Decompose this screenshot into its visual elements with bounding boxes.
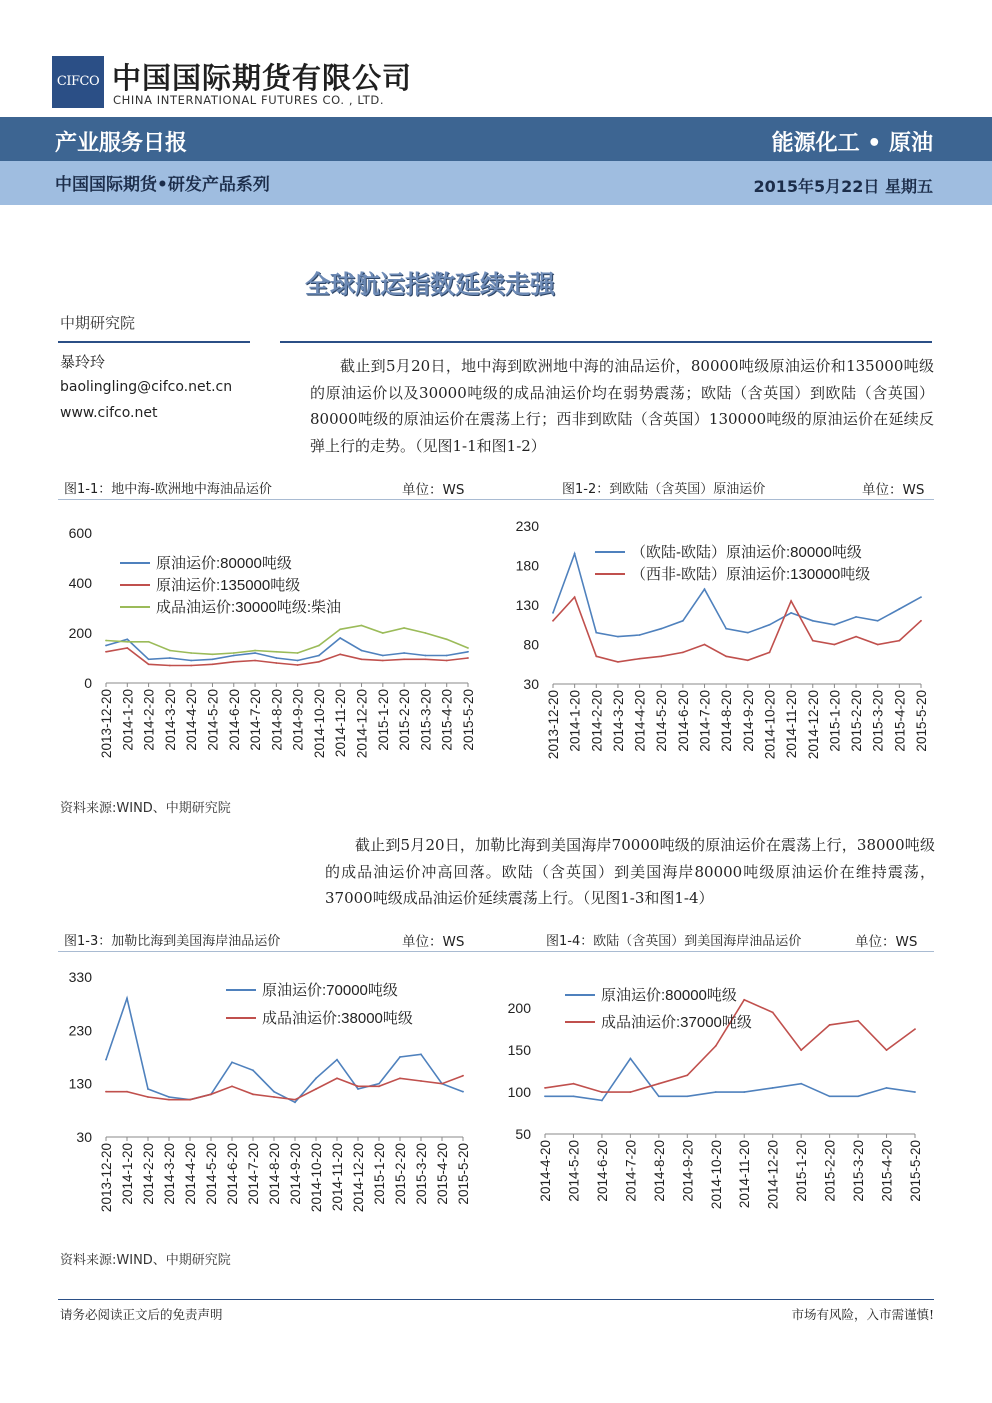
x-tick-label: 2015-2-20 [822, 1140, 838, 1202]
x-tick-label: 2015-2-20 [849, 690, 865, 752]
data-point [660, 655, 662, 657]
x-tick-label: 2014-7-20 [248, 689, 264, 751]
x-tick-label: 2014-6-20 [675, 690, 691, 752]
data-point [275, 662, 277, 664]
data-point [212, 653, 214, 655]
x-tick-label: 2014-8-20 [719, 690, 735, 752]
data-point [800, 1083, 802, 1085]
x-tick-label: 2014-9-20 [290, 689, 306, 751]
x-tick-label: 2015-4-20 [435, 1143, 450, 1205]
data-point [829, 1095, 831, 1097]
data-point [190, 665, 192, 667]
x-tick-label: 2014-6-20 [226, 689, 242, 751]
data-point [920, 620, 922, 622]
data-point [790, 600, 792, 602]
data-point [552, 620, 554, 622]
data-point [595, 632, 597, 634]
institute-name: 中期研究院 [60, 314, 136, 332]
y-tick-label: 230 [68, 1022, 92, 1039]
data-point [639, 658, 641, 660]
data-point [914, 1091, 916, 1093]
data-point [147, 1088, 149, 1090]
data-point [210, 1093, 212, 1095]
data-point [725, 655, 727, 657]
data-point [382, 660, 384, 662]
data-point [254, 660, 256, 662]
figure-1-caption: 图1-1：地中海-欧洲地中海油品运价 [64, 482, 272, 497]
x-tick-label: 2014-7-20 [246, 1143, 261, 1205]
data-point [877, 644, 879, 646]
chart-figure-1 [58, 515, 483, 790]
footer-risk-note: 市场有风险，入市需谨慎! [791, 1307, 934, 1322]
data-point [361, 650, 363, 652]
chart-figure-3 [58, 965, 483, 1225]
data-point [446, 655, 448, 657]
y-tick-label: 30 [523, 676, 539, 692]
x-tick-label: 2014-2-20 [141, 689, 157, 751]
x-tick-label: 2014-10-20 [762, 690, 778, 760]
legend-label-3: 成品油运价:30000吨级:柴油 [156, 599, 342, 616]
x-tick-label: 2014-11-20 [784, 690, 800, 759]
data-point [318, 655, 320, 657]
data-point [544, 1095, 546, 1097]
footer-divider [58, 1299, 934, 1300]
data-point [857, 1020, 859, 1022]
x-tick-label: 2014-3-20 [162, 1143, 177, 1205]
y-tick-label: 230 [515, 518, 539, 534]
x-tick-label: 2014-4-20 [632, 690, 648, 752]
data-point [617, 661, 619, 663]
x-tick-label: 2013-12-20 [99, 689, 114, 759]
data-point [189, 1099, 191, 1101]
figure-1-unit: 单位：WS [402, 482, 465, 498]
x-tick-label: 2014-11-20 [330, 1143, 345, 1212]
data-point [704, 588, 706, 590]
x-tick-label: 2014-9-20 [680, 1140, 696, 1202]
x-tick-label: 2015-1-20 [794, 1140, 810, 1202]
source-note-2: 资料来源:WIND、中期研究院 [60, 1253, 231, 1268]
data-point [168, 1099, 170, 1101]
data-point [462, 1075, 464, 1077]
y-tick-label: 600 [68, 525, 92, 541]
figure-2-caption: 图1-2：到欧陆（含英国）原油运价 [562, 482, 766, 497]
y-tick-label: 400 [68, 575, 92, 591]
data-point [812, 640, 814, 642]
data-point [425, 658, 427, 660]
company-name-cn: 中国国际期货有限公司 [112, 61, 413, 95]
data-point [658, 1083, 660, 1085]
data-point [660, 628, 662, 630]
data-point [682, 620, 684, 622]
data-point [231, 1061, 233, 1063]
data-point [462, 1091, 464, 1093]
data-point [212, 658, 214, 660]
figure-3-caption: 图1-3：加勒比海到美国海岸油品运价 [64, 934, 281, 949]
legend-label-2: 原油运价:135000吨级 [156, 577, 301, 594]
data-point [446, 660, 448, 662]
data-point [105, 1059, 107, 1061]
data-point [920, 596, 922, 598]
data-point [105, 651, 107, 653]
data-point [105, 1091, 107, 1093]
y-tick-label: 200 [68, 625, 92, 641]
caption-underline-2 [58, 951, 934, 952]
y-tick-label: 50 [515, 1126, 531, 1142]
caption-underline-1 [58, 499, 934, 500]
data-point [573, 1083, 575, 1085]
legend-label-1: 原油运价:80000吨级 [601, 987, 737, 1004]
data-point [601, 1100, 603, 1102]
series-line-1 [106, 638, 468, 661]
data-point [403, 627, 405, 629]
data-point [148, 658, 150, 660]
paragraph-1: 截止到5月20日，地中海到欧洲地中海的油品运价，80000吨级原油运价和135000吨级的原油运价以及30000吨级的成品油运价均在弱势震荡；欧陆（含英国）到欧陆（含英国）80000吨级的原油运价在震荡上行；西非到欧陆（含英国）130000吨级的原油运价在延续反弹上行的走势。（见图1-1和图1-2） [310, 357, 934, 455]
data-point [686, 1074, 688, 1076]
x-tick-label: 2014-3-20 [610, 690, 626, 752]
x-tick-label: 2014-6-20 [594, 1140, 610, 1202]
data-point [800, 1049, 802, 1051]
data-point [441, 1083, 443, 1085]
data-point [315, 1088, 317, 1090]
data-point [275, 657, 277, 659]
x-tick-label: 2013-12-20 [99, 1143, 114, 1213]
series-line-1 [545, 1059, 915, 1101]
data-point [126, 638, 128, 640]
data-point [420, 1053, 422, 1055]
data-point [467, 647, 469, 649]
x-tick-label: 2015-4-20 [879, 1140, 895, 1202]
data-point [297, 652, 299, 654]
data-point [467, 651, 469, 653]
x-tick-label: 2014-1-20 [120, 1143, 135, 1205]
y-tick-label: 0 [84, 675, 92, 691]
data-point [212, 663, 214, 665]
x-tick-label: 2014-7-20 [623, 1140, 639, 1202]
figure-4-caption: 图1-4：欧陆（含英国）到美国海岸油品运价 [546, 934, 802, 949]
data-point [294, 1101, 296, 1103]
data-point [629, 1058, 631, 1060]
data-point [829, 1024, 831, 1026]
data-point [190, 652, 192, 654]
data-point [169, 665, 171, 667]
y-tick-label: 130 [515, 597, 539, 613]
data-point [105, 640, 107, 642]
data-point [629, 1091, 631, 1093]
right-divider [280, 341, 932, 343]
x-tick-label: 2014-12-20 [765, 1140, 781, 1210]
data-point [318, 645, 320, 647]
data-point [574, 553, 576, 555]
article-title: 全球航运指数延续走强 [304, 270, 555, 299]
data-point [772, 1011, 774, 1013]
y-tick-label: 180 [515, 557, 539, 574]
y-tick-label: 80 [523, 636, 539, 653]
data-point [382, 655, 384, 657]
data-point [315, 1077, 317, 1079]
x-tick-label: 2014-5-20 [566, 1140, 582, 1202]
data-point [378, 1083, 380, 1085]
data-point [273, 1091, 275, 1093]
figure-3-unit: 单位：WS [402, 934, 465, 950]
x-tick-label: 2015-5-20 [914, 690, 929, 752]
data-point [601, 1091, 603, 1093]
data-point [339, 653, 341, 655]
data-point [382, 632, 384, 634]
x-tick-label: 2014-6-20 [225, 1143, 240, 1205]
data-point [877, 620, 879, 622]
x-tick-label: 2015-4-20 [439, 689, 455, 751]
x-tick-label: 2015-1-20 [375, 689, 391, 751]
series-line-3 [106, 626, 468, 655]
data-point [254, 650, 256, 652]
data-point [769, 652, 771, 654]
x-tick-label: 2014-4-20 [538, 1140, 553, 1202]
data-point [378, 1085, 380, 1087]
x-tick-label: 2014-4-20 [184, 689, 200, 751]
data-point [812, 620, 814, 622]
data-point [552, 612, 554, 614]
data-point [361, 658, 363, 660]
data-point [361, 625, 363, 627]
report-date: 2015年5月22日 星期五 [753, 177, 933, 196]
data-point [403, 652, 405, 654]
data-point [425, 632, 427, 634]
data-point [574, 596, 576, 598]
data-point [769, 624, 771, 626]
data-point [336, 1077, 338, 1079]
x-tick-label: 2013-12-20 [546, 690, 561, 760]
figure-4-unit: 单位：WS [855, 934, 918, 950]
author-name: 暴玲玲 [60, 353, 106, 371]
data-point [126, 647, 128, 649]
x-tick-label: 2015-5-20 [461, 689, 476, 751]
data-point [747, 659, 749, 661]
data-point [898, 640, 900, 642]
data-point [715, 1091, 717, 1093]
data-point [573, 1095, 575, 1097]
data-point [772, 1087, 774, 1089]
paragraph-2: 截止到5月20日，加勒比海到美国海岸70000吨级的原油运价在震荡上行，38000吨级的成品油运价冲高回落。欧陆（含英国）到美国海岸80000吨级原油运价在维持震荡，37000吨级成品油运价延续震荡上行。（见图1-3和图1-4） [325, 836, 935, 907]
data-point [595, 655, 597, 657]
x-tick-label: 2014-10-20 [311, 689, 327, 759]
footer-disclaimer-link[interactable]: 请务必阅读正文后的免责声明 [60, 1307, 223, 1322]
y-tick-label: 200 [507, 1000, 531, 1017]
x-tick-label: 2015-5-20 [456, 1143, 471, 1205]
data-point [252, 1093, 254, 1095]
data-point [743, 1091, 745, 1093]
company-website[interactable]: www.cifco.net [60, 405, 158, 421]
data-point [126, 641, 128, 643]
data-point [743, 999, 745, 1001]
x-tick-label: 2015-2-20 [397, 689, 413, 751]
report-series: 中国国际期货•研发产品系列 [55, 175, 270, 195]
data-point [336, 1059, 338, 1061]
data-point [790, 612, 792, 614]
x-tick-label: 2014-11-20 [737, 1140, 753, 1209]
data-point [834, 624, 836, 626]
report-name: 产业服务日报 [55, 131, 188, 156]
data-point [617, 636, 619, 638]
x-tick-label: 2014-2-20 [589, 690, 605, 752]
x-tick-label: 2014-1-20 [120, 689, 136, 751]
data-point [425, 655, 427, 657]
data-point [294, 1099, 296, 1101]
data-point [403, 658, 405, 660]
legend-label-2: （西非-欧陆）原油运价:130000吨级 [631, 566, 871, 583]
data-point [715, 1045, 717, 1047]
data-point [834, 644, 836, 646]
series-line-2 [553, 597, 921, 662]
legend-label-1: （欧陆-欧陆）原油运价:80000吨级 [631, 544, 862, 561]
data-point [233, 661, 235, 663]
data-point [147, 1096, 149, 1098]
legend-label-2: 成品油运价:38000吨级 [262, 1010, 413, 1027]
x-tick-label: 2015-3-20 [851, 1140, 867, 1202]
x-tick-label: 2014-3-20 [162, 689, 178, 751]
series-line-2 [106, 1076, 463, 1100]
x-tick-label: 2014-9-20 [288, 1143, 303, 1205]
x-tick-label: 2014-1-20 [567, 690, 583, 752]
data-point [357, 1085, 359, 1087]
data-point [105, 645, 107, 647]
x-tick-label: 2015-3-20 [418, 689, 434, 751]
data-point [231, 1085, 233, 1087]
data-point [399, 1077, 401, 1079]
data-point [898, 608, 900, 610]
data-point [126, 1091, 128, 1093]
data-point [446, 638, 448, 640]
data-point [254, 652, 256, 654]
x-tick-label: 2014-10-20 [309, 1143, 324, 1213]
legend-label-1: 原油运价:70000吨级 [262, 982, 398, 999]
data-point [725, 628, 727, 630]
data-point [148, 641, 150, 643]
x-tick-label: 2015-2-20 [393, 1143, 408, 1205]
data-point [169, 650, 171, 652]
source-note-1: 资料来源:WIND、中期研究院 [60, 801, 231, 816]
x-tick-label: 2015-3-20 [414, 1143, 429, 1205]
data-point [855, 616, 857, 618]
series-line-2 [106, 648, 468, 666]
data-point [297, 664, 299, 666]
y-tick-label: 330 [68, 969, 92, 985]
data-point [357, 1088, 359, 1090]
x-tick-label: 2014-5-20 [654, 690, 670, 752]
report-sector: 能源化工 • 原油 [771, 131, 933, 156]
data-point [169, 657, 171, 659]
data-point [148, 663, 150, 665]
data-point [639, 634, 641, 636]
x-tick-label: 2014-4-20 [183, 1143, 198, 1205]
data-point [126, 997, 128, 999]
legend-label-2: 成品油运价:37000吨级 [601, 1014, 752, 1031]
data-point [544, 1087, 546, 1089]
data-point [190, 660, 192, 662]
data-point [233, 652, 235, 654]
x-tick-label: 2015-4-20 [892, 690, 908, 752]
data-point [168, 1096, 170, 1098]
left-divider [58, 341, 250, 343]
x-tick-label: 2014-2-20 [141, 1143, 156, 1205]
data-point [297, 660, 299, 662]
x-tick-label: 2014-5-20 [204, 1143, 219, 1205]
data-point [886, 1087, 888, 1089]
chart-figure-2 [505, 512, 935, 790]
x-tick-label: 2014-12-20 [351, 1143, 366, 1213]
x-tick-label: 2015-1-20 [827, 690, 843, 752]
data-point [339, 637, 341, 639]
x-tick-label: 2014-11-20 [333, 689, 349, 758]
company-logo: CIFCO [52, 56, 104, 108]
data-point [273, 1096, 275, 1098]
x-tick-label: 2015-3-20 [870, 690, 886, 752]
x-tick-label: 2015-1-20 [372, 1143, 387, 1205]
x-tick-label: 2014-12-20 [354, 689, 370, 759]
data-point [747, 632, 749, 634]
data-point [686, 1095, 688, 1097]
data-point [318, 661, 320, 663]
y-tick-label: 100 [507, 1084, 531, 1101]
data-point [886, 1049, 888, 1051]
data-point [420, 1080, 422, 1082]
figure-2-unit: 单位：WS [862, 482, 925, 498]
company-name-en: CHINA INTERNATIONAL FUTURES CO. , LTD. [113, 93, 385, 107]
data-point [914, 1028, 916, 1030]
x-tick-label: 2014-5-20 [205, 689, 221, 751]
author-email[interactable]: baolingling@cifco.net.cn [60, 379, 233, 395]
data-point [252, 1069, 254, 1071]
x-tick-label: 2014-12-20 [805, 690, 821, 760]
x-tick-label: 2014-7-20 [697, 690, 713, 752]
x-tick-label: 2014-9-20 [740, 690, 756, 752]
y-tick-label: 130 [68, 1075, 92, 1092]
data-point [658, 1095, 660, 1097]
data-point [682, 652, 684, 654]
data-point [233, 655, 235, 657]
x-tick-label: 2014-8-20 [269, 689, 285, 751]
data-point [399, 1056, 401, 1058]
x-tick-label: 2014-8-20 [651, 1140, 667, 1202]
y-tick-label: 30 [76, 1129, 92, 1145]
x-tick-label: 2014-10-20 [708, 1140, 724, 1210]
data-point [855, 636, 857, 638]
x-tick-label: 2014-8-20 [267, 1143, 282, 1205]
data-point [339, 628, 341, 630]
data-point [275, 651, 277, 653]
data-point [467, 657, 469, 659]
x-tick-label: 2015-5-20 [908, 1140, 923, 1202]
y-tick-label: 150 [507, 1042, 531, 1059]
legend-label-1: 原油运价:80000吨级 [156, 555, 292, 572]
chart-figure-4 [505, 975, 935, 1225]
data-point [704, 644, 706, 646]
data-point [857, 1095, 859, 1097]
